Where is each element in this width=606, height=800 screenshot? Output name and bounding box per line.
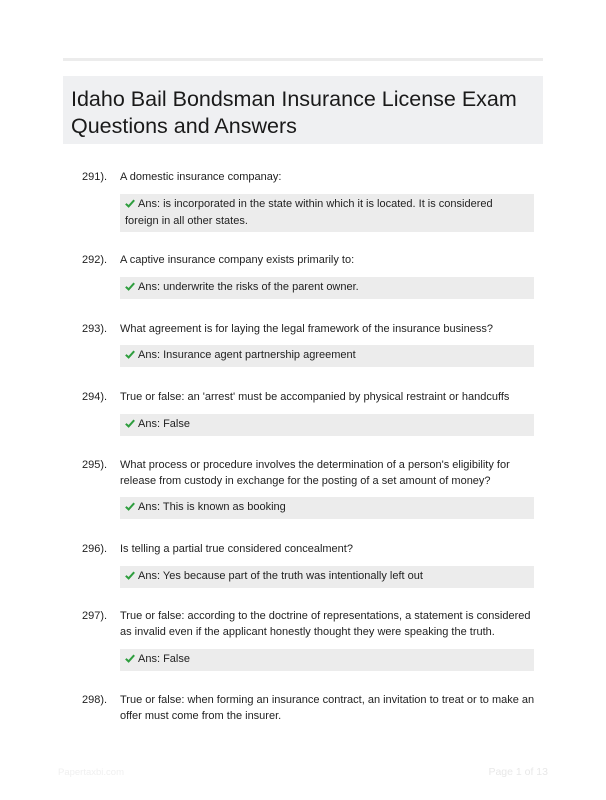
question-number: 296). [82,543,108,555]
answer-box [120,277,534,299]
page-indicator: Page 1 of 13 [488,766,548,778]
answer-text: Ans: False [138,653,190,665]
question-number: 295). [82,459,108,471]
check-icon [125,197,135,213]
question-number: 297). [82,610,108,622]
check-icon [125,348,135,364]
question-text: What process or procedure involves the determination of a person's eligibility for release from custody in exchange for the posting of a set amount of money? [120,459,510,487]
question-text: A captive insurance company exists primarily to: [120,254,355,266]
answer-text: Ans: underwrite the risks of the parent owner. [138,281,359,293]
check-icon [125,569,135,585]
question-text: What agreement is for laying the legal framework of the insurance business? [120,323,493,335]
question-text: A domestic insurance companay: [120,171,282,183]
answer-box [120,194,534,232]
question-text: True or false: when forming an insurance contract, an invitation to treat or to make an offer must come from the insurer. [120,694,535,722]
check-icon [125,652,135,668]
answer-box [120,345,534,367]
top-divider [63,58,543,61]
answer-text: Ans: Yes because part of the truth was intentionally left out [138,570,423,582]
question-number: 294). [82,391,108,403]
check-icon [125,500,135,516]
question-number: 293). [82,323,108,335]
answer-text: Ans: is incorporated in the state within which it is located. It is considered foreign in all other states. [125,198,493,227]
answer-text: Ans: False [138,418,190,430]
answer-text: Ans: Insurance agent partnership agreement [138,349,356,361]
question-number: 291). [82,171,108,183]
footer-site-watermark: Papertaxbi.com [58,767,125,778]
answer-box [120,414,534,436]
question-number: 292). [82,254,108,266]
question-text: True or false: according to the doctrine of representations, a statement is considered as invalid even if the applicant honestly thought they were speaking the truth. [120,610,531,638]
question-text: True or false: an 'arrest' must be accompanied by physical restraint or handcuffs [120,391,510,403]
question-number: 298). [82,694,108,706]
check-icon [125,417,135,433]
answer-text: Ans: This is known as booking [138,501,286,513]
check-icon [125,280,135,296]
title-banner [63,76,543,144]
page-title: Idaho Bail Bondsman Insurance License Exam Questions and Answers [71,87,517,138]
answer-box [120,566,534,588]
question-text: Is telling a partial true considered concealment? [120,543,353,555]
answer-box [120,649,534,671]
answer-box [120,497,534,519]
